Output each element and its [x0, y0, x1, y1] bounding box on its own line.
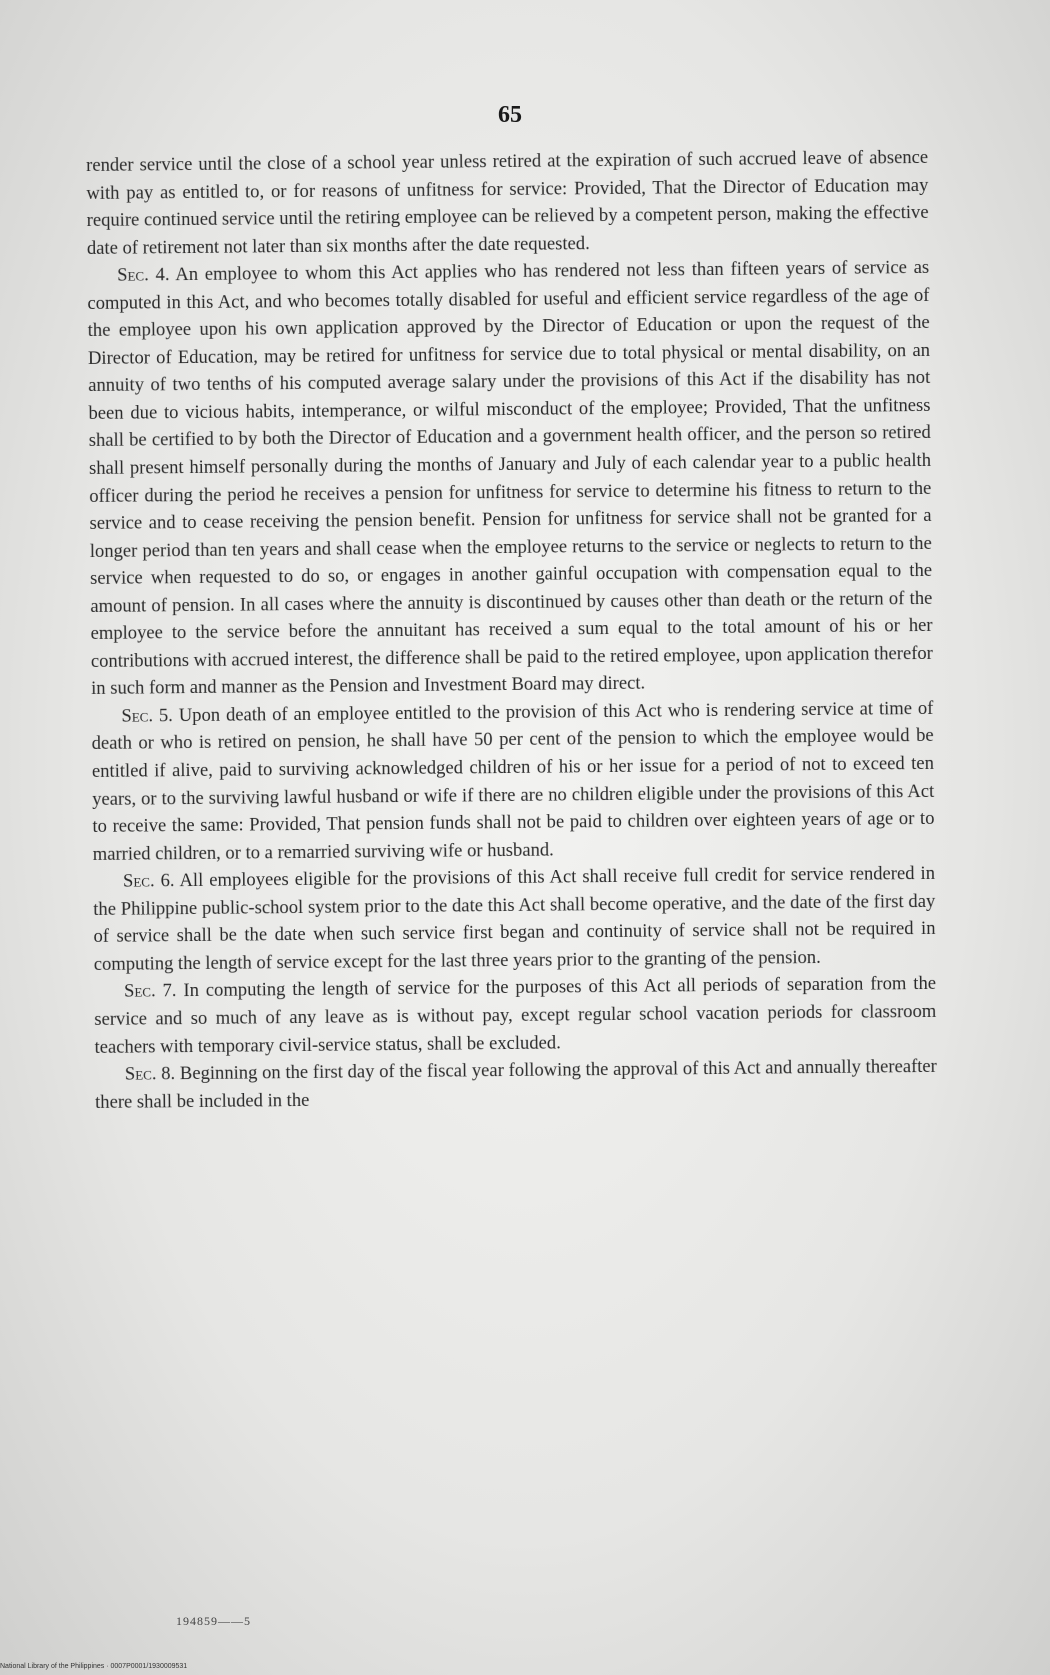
document-body	[86, 144, 937, 1116]
paragraph-text: In computing the length of service for the purposes of this Act all periods of separation from the service and so much of any leave as is without pay, except regular school vacation periods for classroom teachers with temporary civil-service status, shall be excluded.	[94, 973, 937, 1058]
archive-footer: National Library of the Philippines · 0007P0001/1930009531	[0, 1663, 188, 1670]
section-5	[91, 695, 935, 868]
paragraph-continuation	[86, 144, 929, 262]
paragraph-text: An employee to whom this Act applies who has rendered not less than fifteen years of service as computed in this Act, and who becomes totally disabled for useful and efficient service regardless of the age of the employee upon his own application approved by the Director of Education or upon the request of the Director of Education, may be retired for unfitness for service due to total physical or mental disability, on an annuity of two tenths of his computed average salary under the provisions of this Act if the disability has not been due to vicious habits, intemperance, or wilful misconduct of the employee; Provided, That the unfitness shall be certified to by both the Director of Education and a government health officer, and the person so retired shall present himself personally during the months of January and July of each calendar year to a public health officer during the period he receives a pension for unfitness for service to determine his fitness to return to the service and to cease receiving the pension benefit. Pension for unfitness for service shall not be granted for a longer period than ten years and shall cease when the employee returns to the service or neglects to return to the service when requested to do so, or engages in another gainful occupation with compensation equal to the amount of pension. In all cases where the annuity is discontinued by causes other than death or the return of the employee to the service before the annuitant has received a sum equal to the total amount of his or her contributions with accrued interest, the difference shall be paid to the retired employee, upon application therefor in such form and manner as the Pension and Investment Board may direct.	[87, 257, 933, 700]
section-8	[95, 1053, 937, 1116]
section-label: Sec. 7.	[123, 980, 177, 1003]
print-signature-code: 194859——5	[176, 1614, 251, 1628]
section-6	[93, 860, 936, 978]
paragraph-text: Beginning on the first day of the fiscal year following the approval of this Act and annually thereafter there shall be included in the	[95, 1055, 937, 1113]
paragraph-text: Upon death of an employee entitled to the provision of this Act who is rendering service at time of death or who is retired on pension, he shall have 50 per cent of the pension to which the employee would be entitled if alive, paid to surviving acknowledged children of his or her issue for a period of not to exceed ten years, or to the surviving lawful husband or wife if there are no children eligible under the provisions of this Act to receive the same: Provided, That pension funds shall not be paid to children over eighteen years of age or to married children, or to a remarried surviving wife or husband.	[91, 697, 935, 865]
paragraph-text: All employees eligible for the provisions of this Act shall receive full credit for service rendered in the Philippine public-school system prior to the date this Act shall become operative, and the date of the first day of service shall be the date when such service first began and continuity of service shall not be required in computing the length of service except for the last three years prior to the granting of the pension.	[93, 863, 936, 975]
section-label: Sec. 5.	[121, 705, 173, 727]
section-label: Sec. 4.	[117, 264, 170, 286]
section-label: Sec. 8.	[124, 1063, 176, 1085]
paragraph-text: render service until the close of a school year unless retired at the expiration of such accrued leave of absence with pay as entitled to, or for reasons of unfitness for service: Provided, That the Director of Education may require continued service until the retiring employee can be relieved by a competent person, making the effective date of retirement not later than six months after the date requested.	[86, 146, 929, 259]
page-number: 65	[498, 102, 522, 128]
section-4	[87, 254, 933, 703]
section-7	[94, 970, 937, 1061]
section-label: Sec. 6.	[122, 870, 175, 892]
